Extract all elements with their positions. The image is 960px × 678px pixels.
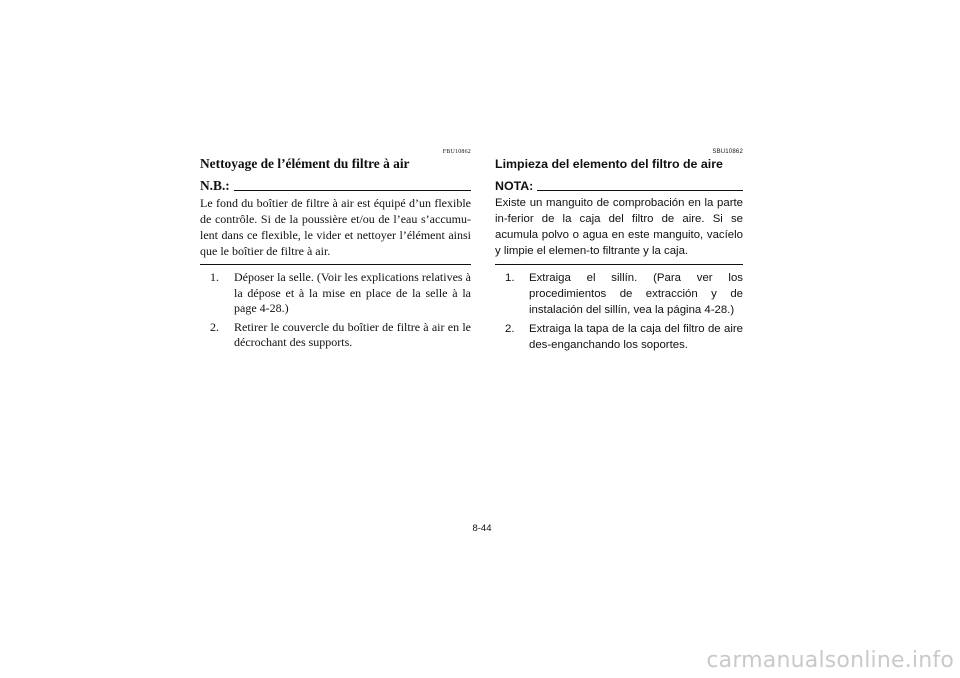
note-text: Existe un manguito de comprobación en la parte in-ferior de la caja del filtro de aire. Si se acumula polvo o agua en este manguito, vacíelo y limpie el elemen-to filtrante y la caja.: [495, 197, 743, 257]
note-label: N.B.:: [200, 178, 230, 193]
step-number: 2.: [505, 323, 515, 335]
section-code: SBU10862: [712, 149, 743, 155]
note-end-rule: [200, 264, 471, 265]
list-item: [200, 270, 471, 317]
note-rule: [234, 190, 471, 191]
note-header: [200, 178, 471, 193]
list-item: [495, 321, 743, 353]
section-title: Nettoyage de l’élément du filtre à air: [200, 156, 410, 171]
spanish-column: [495, 148, 743, 356]
note-label: NOTA:: [495, 179, 534, 193]
step-text: Extraiga el sillín. (Para ver los procedimientos de extracción y de instalación del sillín, vea la página 4-28.): [529, 272, 743, 316]
list-item: [200, 320, 471, 351]
section-code: FBU10862: [442, 149, 471, 155]
french-column: [200, 148, 471, 354]
note-end-rule: [495, 264, 743, 265]
step-number: 1.: [210, 270, 219, 284]
note-rule: [537, 190, 743, 191]
step-text: Déposer la selle. (Voir les explications relatives à la dépose et à la mise en place de la selle à la page 4-28.): [234, 270, 471, 315]
watermark-text: carmanualsonline.info: [706, 648, 954, 673]
page-number: 8-44: [472, 523, 492, 534]
steps-list: [200, 270, 471, 351]
note-text: Le fond du boîtier de filtre à air est équipé d’un flexible de contrôle. Si de la poussière et/ou de l’eau s’accumu-lent dans ce flexible, le vider et nettoyer l’élément ainsi que le boîtier de filtre à air.: [200, 196, 471, 258]
steps-list: [495, 270, 743, 353]
step-number: 2.: [210, 319, 219, 334]
step-number: 1.: [505, 272, 515, 284]
step-text: Extraiga la tapa de la caja del filtro de aire des-enganchando los soportes.: [529, 323, 743, 351]
list-item: [495, 270, 743, 318]
step-text: Retirer le couvercle du boîtier de filtre à air en le décrochant des supports.: [234, 319, 471, 349]
note-header: [495, 178, 743, 193]
section-title: Limpieza del elemento del filtro de aire: [495, 157, 723, 171]
